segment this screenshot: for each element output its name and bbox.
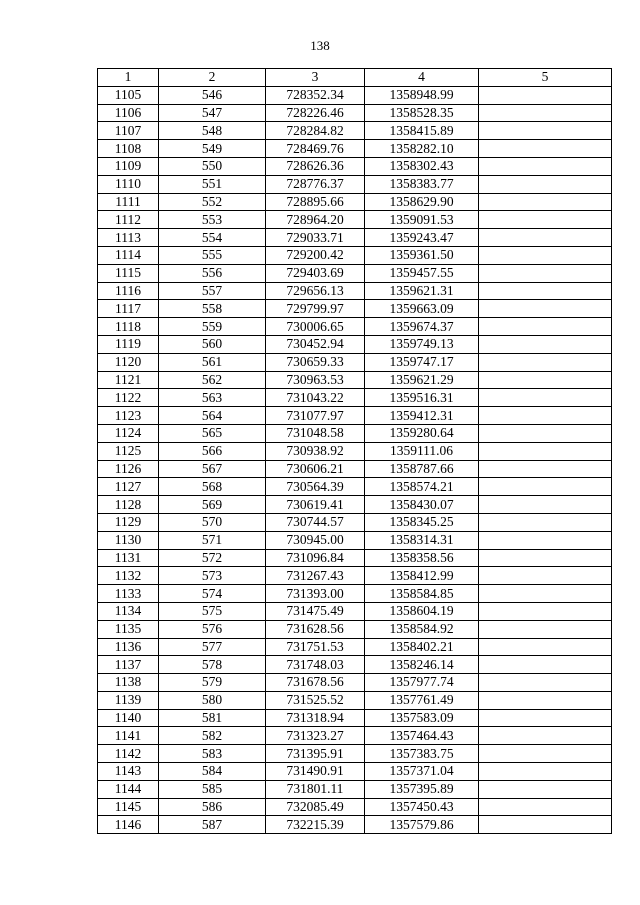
table-cell — [479, 620, 612, 638]
table-cell: 586 — [159, 798, 266, 816]
table-cell — [479, 157, 612, 175]
table-cell: 564 — [159, 407, 266, 425]
table-cell — [479, 86, 612, 104]
page-number: 138 — [310, 38, 330, 53]
table-cell: 730963.53 — [266, 371, 365, 389]
table-cell: 731323.27 — [266, 727, 365, 745]
table-cell: 1133 — [98, 585, 159, 603]
table-cell — [479, 282, 612, 300]
table-cell: 728964.20 — [266, 211, 365, 229]
table-cell: 730452.94 — [266, 335, 365, 353]
table-cell: 731678.56 — [266, 674, 365, 692]
table-cell: 1139 — [98, 691, 159, 709]
table-row — [98, 407, 612, 425]
table-cell: 1105 — [98, 86, 159, 104]
table-row — [98, 140, 612, 158]
table-cell: 1358302.43 — [365, 157, 479, 175]
table-row — [98, 478, 612, 496]
table-cell — [479, 709, 612, 727]
table-cell: 1142 — [98, 745, 159, 763]
table-cell: 1358604.19 — [365, 602, 479, 620]
table-cell: 730938.92 — [266, 442, 365, 460]
table-cell: 1145 — [98, 798, 159, 816]
table-row — [98, 674, 612, 692]
table-cell: 728226.46 — [266, 104, 365, 122]
table-cell: 555 — [159, 246, 266, 264]
table-cell: 1137 — [98, 656, 159, 674]
table-cell — [479, 407, 612, 425]
table-cell: 1135 — [98, 620, 159, 638]
table-cell: 1120 — [98, 353, 159, 371]
table-cell: 585 — [159, 780, 266, 798]
table-cell — [479, 567, 612, 585]
table-cell: 1358358.56 — [365, 549, 479, 567]
table-cell: 1114 — [98, 246, 159, 264]
table-row — [98, 638, 612, 656]
table-cell: 732085.49 — [266, 798, 365, 816]
table-cell — [479, 211, 612, 229]
table-cell: 1359091.53 — [365, 211, 479, 229]
table-cell: 1109 — [98, 157, 159, 175]
table-cell: 729656.13 — [266, 282, 365, 300]
table-cell: 1121 — [98, 371, 159, 389]
table-cell: 579 — [159, 674, 266, 692]
table-cell: 730606.21 — [266, 460, 365, 478]
table-cell: 1358629.90 — [365, 193, 479, 211]
table-cell: 728776.37 — [266, 175, 365, 193]
table-cell: 731525.52 — [266, 691, 365, 709]
table-cell: 1358430.07 — [365, 496, 479, 514]
table-cell: 1127 — [98, 478, 159, 496]
table-cell: 1128 — [98, 496, 159, 514]
table-row — [98, 86, 612, 104]
table-cell: 1359361.50 — [365, 246, 479, 264]
table-row — [98, 300, 612, 318]
table-cell: 550 — [159, 157, 266, 175]
table-cell: 1112 — [98, 211, 159, 229]
table-cell: 732215.39 — [266, 816, 365, 834]
table-cell: 731096.84 — [266, 549, 365, 567]
table-row — [98, 549, 612, 567]
table-cell: 731043.22 — [266, 389, 365, 407]
table-row — [98, 211, 612, 229]
table-row — [98, 282, 612, 300]
table-cell: 1359111.06 — [365, 442, 479, 460]
table-cell: 566 — [159, 442, 266, 460]
table-row — [98, 122, 612, 140]
table-cell: 578 — [159, 656, 266, 674]
table-row — [98, 763, 612, 781]
table-cell: 731318.94 — [266, 709, 365, 727]
table-cell: 1117 — [98, 300, 159, 318]
table-cell: 1113 — [98, 229, 159, 247]
table-row — [98, 816, 612, 834]
table-cell: 1358402.21 — [365, 638, 479, 656]
table-cell — [479, 496, 612, 514]
table-cell: 730744.57 — [266, 513, 365, 531]
table-cell: 568 — [159, 478, 266, 496]
table-cell — [479, 300, 612, 318]
table-row — [98, 691, 612, 709]
table-cell: 731048.58 — [266, 424, 365, 442]
table-cell — [479, 318, 612, 336]
table-cell: 584 — [159, 763, 266, 781]
column-header: 3 — [266, 69, 365, 87]
table-cell — [479, 478, 612, 496]
table-row — [98, 780, 612, 798]
table-cell: 1106 — [98, 104, 159, 122]
table-cell: 1125 — [98, 442, 159, 460]
table-cell: 730564.39 — [266, 478, 365, 496]
table-row — [98, 389, 612, 407]
table-cell: 1140 — [98, 709, 159, 727]
table-cell: 557 — [159, 282, 266, 300]
table-cell — [479, 424, 612, 442]
table-cell: 1358787.66 — [365, 460, 479, 478]
table-cell: 1146 — [98, 816, 159, 834]
table-cell: 1116 — [98, 282, 159, 300]
table-cell: 1119 — [98, 335, 159, 353]
table-cell: 1359457.55 — [365, 264, 479, 282]
table-cell: 565 — [159, 424, 266, 442]
column-header: 4 — [365, 69, 479, 87]
table-cell: 729403.69 — [266, 264, 365, 282]
table-cell: 728352.34 — [266, 86, 365, 104]
table-cell: 1123 — [98, 407, 159, 425]
table-cell: 731801.11 — [266, 780, 365, 798]
table-cell: 1357395.89 — [365, 780, 479, 798]
table-cell: 1358415.89 — [365, 122, 479, 140]
table-cell: 731393.00 — [266, 585, 365, 603]
table-cell: 728284.82 — [266, 122, 365, 140]
table-cell: 1134 — [98, 602, 159, 620]
table-cell: 1359243.47 — [365, 229, 479, 247]
table-cell — [479, 691, 612, 709]
table-cell — [479, 175, 612, 193]
table-cell — [479, 531, 612, 549]
table-row — [98, 335, 612, 353]
table-cell — [479, 798, 612, 816]
table-header-row — [98, 69, 612, 87]
table-cell — [479, 193, 612, 211]
table-cell — [479, 264, 612, 282]
table-row — [98, 656, 612, 674]
table-row — [98, 264, 612, 282]
table-cell: 548 — [159, 122, 266, 140]
table-cell: 572 — [159, 549, 266, 567]
table-cell: 1358383.77 — [365, 175, 479, 193]
table-cell: 1110 — [98, 175, 159, 193]
table-row — [98, 104, 612, 122]
table-cell: 562 — [159, 371, 266, 389]
table-cell: 1359412.31 — [365, 407, 479, 425]
column-header: 2 — [159, 69, 266, 87]
table-cell — [479, 549, 612, 567]
table-cell: 1115 — [98, 264, 159, 282]
table-cell — [479, 122, 612, 140]
table-row — [98, 460, 612, 478]
table-cell: 731748.03 — [266, 656, 365, 674]
table-row — [98, 175, 612, 193]
table-row — [98, 531, 612, 549]
table-cell: 1126 — [98, 460, 159, 478]
table-cell: 1144 — [98, 780, 159, 798]
table-cell: 1359280.64 — [365, 424, 479, 442]
table-cell: 559 — [159, 318, 266, 336]
table-cell — [479, 780, 612, 798]
table-cell: 1132 — [98, 567, 159, 585]
table-cell: 563 — [159, 389, 266, 407]
table-cell — [479, 656, 612, 674]
table-cell: 1358282.10 — [365, 140, 479, 158]
table-cell: 1118 — [98, 318, 159, 336]
table-row — [98, 193, 612, 211]
table-cell: 575 — [159, 602, 266, 620]
table-row — [98, 602, 612, 620]
table-cell: 1358574.21 — [365, 478, 479, 496]
table-row — [98, 353, 612, 371]
table-cell — [479, 389, 612, 407]
table-cell: 728469.76 — [266, 140, 365, 158]
table-cell — [479, 585, 612, 603]
table-row — [98, 798, 612, 816]
table-row — [98, 513, 612, 531]
table-cell: 558 — [159, 300, 266, 318]
table-cell — [479, 763, 612, 781]
table-cell — [479, 674, 612, 692]
table-cell: 731628.56 — [266, 620, 365, 638]
table-cell: 560 — [159, 335, 266, 353]
table-cell: 1141 — [98, 727, 159, 745]
table-cell: 1111 — [98, 193, 159, 211]
table-row — [98, 709, 612, 727]
table-cell: 580 — [159, 691, 266, 709]
column-header: 1 — [98, 69, 159, 87]
table-cell — [479, 104, 612, 122]
table-cell: 1357464.43 — [365, 727, 479, 745]
table-cell: 554 — [159, 229, 266, 247]
table-cell: 1357761.49 — [365, 691, 479, 709]
table-row — [98, 246, 612, 264]
table-cell: 1358948.99 — [365, 86, 479, 104]
table-cell: 546 — [159, 86, 266, 104]
table-cell: 1357583.09 — [365, 709, 479, 727]
table-cell: 1358584.92 — [365, 620, 479, 638]
table-cell: 573 — [159, 567, 266, 585]
table-cell: 731490.91 — [266, 763, 365, 781]
table-cell: 1358345.25 — [365, 513, 479, 531]
table-cell: 1358314.31 — [365, 531, 479, 549]
table-cell: 583 — [159, 745, 266, 763]
table-cell: 1357383.75 — [365, 745, 479, 763]
table-cell: 731267.43 — [266, 567, 365, 585]
table-cell: 728626.36 — [266, 157, 365, 175]
table-row — [98, 496, 612, 514]
table-cell: 1129 — [98, 513, 159, 531]
table-cell: 551 — [159, 175, 266, 193]
table-cell: 1359516.31 — [365, 389, 479, 407]
table-cell: 569 — [159, 496, 266, 514]
table-cell: 1108 — [98, 140, 159, 158]
table-cell: 582 — [159, 727, 266, 745]
table-cell: 571 — [159, 531, 266, 549]
table-cell: 1359749.13 — [365, 335, 479, 353]
table-cell — [479, 229, 612, 247]
column-header: 5 — [479, 69, 612, 87]
table-cell: 574 — [159, 585, 266, 603]
table-cell: 731475.49 — [266, 602, 365, 620]
table-cell: 730945.00 — [266, 531, 365, 549]
table-cell: 1359621.29 — [365, 371, 479, 389]
table-cell: 728895.66 — [266, 193, 365, 211]
table-cell — [479, 638, 612, 656]
table-cell: 1357450.43 — [365, 798, 479, 816]
table-row — [98, 318, 612, 336]
table-row — [98, 745, 612, 763]
table-row — [98, 442, 612, 460]
table-cell: 730619.41 — [266, 496, 365, 514]
table-cell: 556 — [159, 264, 266, 282]
table-row — [98, 567, 612, 585]
table-cell: 730659.33 — [266, 353, 365, 371]
table-cell — [479, 246, 612, 264]
table-cell: 1131 — [98, 549, 159, 567]
table-row — [98, 727, 612, 745]
table-cell: 552 — [159, 193, 266, 211]
table-cell: 730006.65 — [266, 318, 365, 336]
table-cell: 731395.91 — [266, 745, 365, 763]
table-cell — [479, 140, 612, 158]
table-row — [98, 424, 612, 442]
table-body — [98, 69, 612, 834]
table-cell: 576 — [159, 620, 266, 638]
table-cell — [479, 816, 612, 834]
table-cell — [479, 335, 612, 353]
table-cell: 1143 — [98, 763, 159, 781]
table-cell: 1358246.14 — [365, 656, 479, 674]
table-row — [98, 229, 612, 247]
table-cell: 1357977.74 — [365, 674, 479, 692]
table-cell — [479, 745, 612, 763]
table-cell: 547 — [159, 104, 266, 122]
table-cell: 1358584.85 — [365, 585, 479, 603]
table-cell: 1122 — [98, 389, 159, 407]
table-cell: 587 — [159, 816, 266, 834]
table-cell — [479, 442, 612, 460]
table-cell — [479, 727, 612, 745]
table-cell — [479, 460, 612, 478]
table-cell: 553 — [159, 211, 266, 229]
table-cell: 567 — [159, 460, 266, 478]
table-row — [98, 620, 612, 638]
table-cell: 561 — [159, 353, 266, 371]
table-cell — [479, 513, 612, 531]
table-cell: 1359747.17 — [365, 353, 479, 371]
table-cell — [479, 602, 612, 620]
table-cell: 570 — [159, 513, 266, 531]
table-cell: 1359674.37 — [365, 318, 479, 336]
coordinates-table — [97, 68, 612, 834]
table-cell: 1136 — [98, 638, 159, 656]
table-cell: 731751.53 — [266, 638, 365, 656]
table-cell: 1124 — [98, 424, 159, 442]
table-cell — [479, 371, 612, 389]
table-cell: 1357371.04 — [365, 763, 479, 781]
table-cell: 1359663.09 — [365, 300, 479, 318]
table-cell: 1359621.31 — [365, 282, 479, 300]
table-row — [98, 157, 612, 175]
table-cell: 729799.97 — [266, 300, 365, 318]
table-cell: 549 — [159, 140, 266, 158]
table-cell: 731077.97 — [266, 407, 365, 425]
table-cell — [479, 353, 612, 371]
table-cell: 729033.71 — [266, 229, 365, 247]
table-cell: 1358412.99 — [365, 567, 479, 585]
table-cell: 581 — [159, 709, 266, 727]
table-cell: 1130 — [98, 531, 159, 549]
table-cell: 577 — [159, 638, 266, 656]
table-cell: 729200.42 — [266, 246, 365, 264]
table-row — [98, 371, 612, 389]
table-cell: 1107 — [98, 122, 159, 140]
table-row — [98, 585, 612, 603]
table-cell: 1358528.35 — [365, 104, 479, 122]
table-cell: 1357579.86 — [365, 816, 479, 834]
table-cell: 1138 — [98, 674, 159, 692]
